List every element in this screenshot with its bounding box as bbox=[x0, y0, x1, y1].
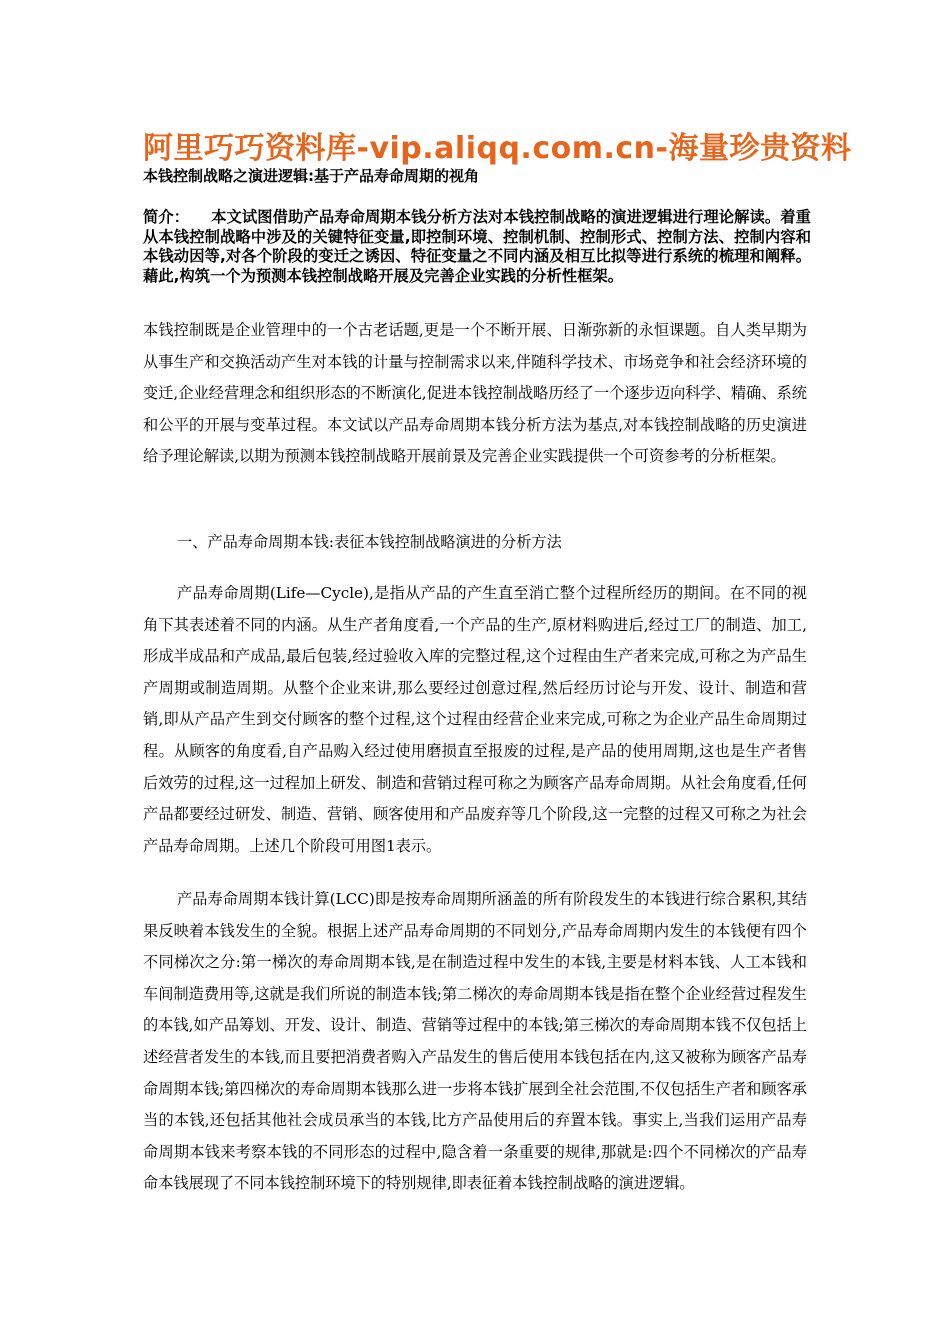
paragraph-lcc: 产品寿命周期本钱计算(LCC)即是按寿命周期所涵盖的所有阶段发生的本钱进行综合累积,其结果反映着本钱发生的全貌。根据上述产品寿命周期的不同划分,产品寿命周期内发生的本钱便有四个不同梯次之分:第一梯次的寿命周期本钱,是在制造过程中发生的本钱,主要是材料本钱、人工本钱和车间制造费用等,这就是我们所说的制造本钱;第二梯次的寿命周期本钱是指在整个企业经营过程发生的本钱,如产品筹划、开发、设计、制造、营销等过程中的本钱;第三梯次的寿命周期本钱不仅包括上述经营者发生的本钱,而且要把消费者购入产品发生的售后使用本钱包括在内,这又被称为顾客产品寿命周期本钱;第四梯次的寿命周期本钱那么进一步将本钱扩展到全社会范围,不仅包括生产者和顾客承当的本钱,还包括其他社会成员承当的本钱,比方产品使用后的弃置本钱。事实上,当我们运用产品寿命周期本钱来考察本钱的不同形态的过程中,隐含着一条重要的规律,那就是:四个不同梯次的产品寿命本钱展现了不同本钱控制环境下的特别规律,即表征着本钱控制战略的演进逻辑。 bbox=[143, 890, 807, 1193]
abstract-label: 简介： bbox=[143, 208, 190, 226]
site-banner-watermark: 阿里巧巧资料库-vip.aliqq.com.cn-海量珍贵资料 bbox=[143, 131, 852, 166]
paragraph-life-cycle: 产品寿命周期(Life—Cycle),是指从产品的产生直至消亡整个过程所经历的期间。在不同的视角下其表述着不同的内涵。从生产者角度看,一个产品的生产,原材料购进后,经过工厂的制造、加工,形成半成品和产成品,最后包装,经过验收入库的完整过程,这个过程由生产者来完成,可称之为产品生产周期或制造周期。从整个企业来讲,那么要经过创意过程,然后经历讨论与开发、设计、制造和营销,即从产品产生到交付顾客的整个过程,这个过程由经营企业来完成,可称之为企业产品生命周期过程。从顾客的角度看,自产品购入经过使用磨损直至报废的过程,是产品的使用周期,这也是生产者售后效劳的过程,这一过程加上研发、制造和营销过程可称之为顾客产品寿命周期。从社会角度看,任何产品都要经过研发、制造、营销、顾客使用和产品废弃等几个阶段,这一完整的过程又可称之为社会产品寿命周期。上述几个阶段可用图1表示。 bbox=[143, 584, 807, 855]
section-heading: 一、产品寿命周期本钱:表征本钱控制战略演进的分析方法 bbox=[177, 533, 562, 551]
abstract-block bbox=[143, 208, 811, 286]
document-title: 本钱控制战略之演进逻辑:基于产品寿命周期的视角 bbox=[143, 167, 480, 185]
paragraph-intro: 本钱控制既是企业管理中的一个古老话题,更是一个不断开展、日渐弥新的永恒课题。自人类早期为从事生产和交换活动产生对本钱的计量与控制需求以来,伴随科学技术、市场竞争和社会经济环境的变迁,企业经营理念和组织形态的不断演化,促进本钱控制战略历经了一个逐步迈向科学、精确、系统和公平的开展与变革过程。本文试以产品寿命周期本钱分析方法为基点,对本钱控制战略的历史演进给予理论解读,以期为预测本钱控制战略开展前景及完善企业实践提供一个可资参考的分析框架。 bbox=[143, 321, 807, 466]
abstract-text: 本文试图借助产品寿命周期本钱分析方法对本钱控制战略的演进逻辑进行理论解读。着重从本钱控制战略中涉及的关键特征变量,即控制环境、控制机制、控制形式、控制方法、控制内容和本钱动因等,对各个阶段的变迁之诱因、特征变量之不同内涵及相互比拟等进行系统的梳理和阐释。藉此,构筑一个为预测本钱控制战略开展及完善企业实践的分析性框架。 bbox=[143, 208, 811, 285]
